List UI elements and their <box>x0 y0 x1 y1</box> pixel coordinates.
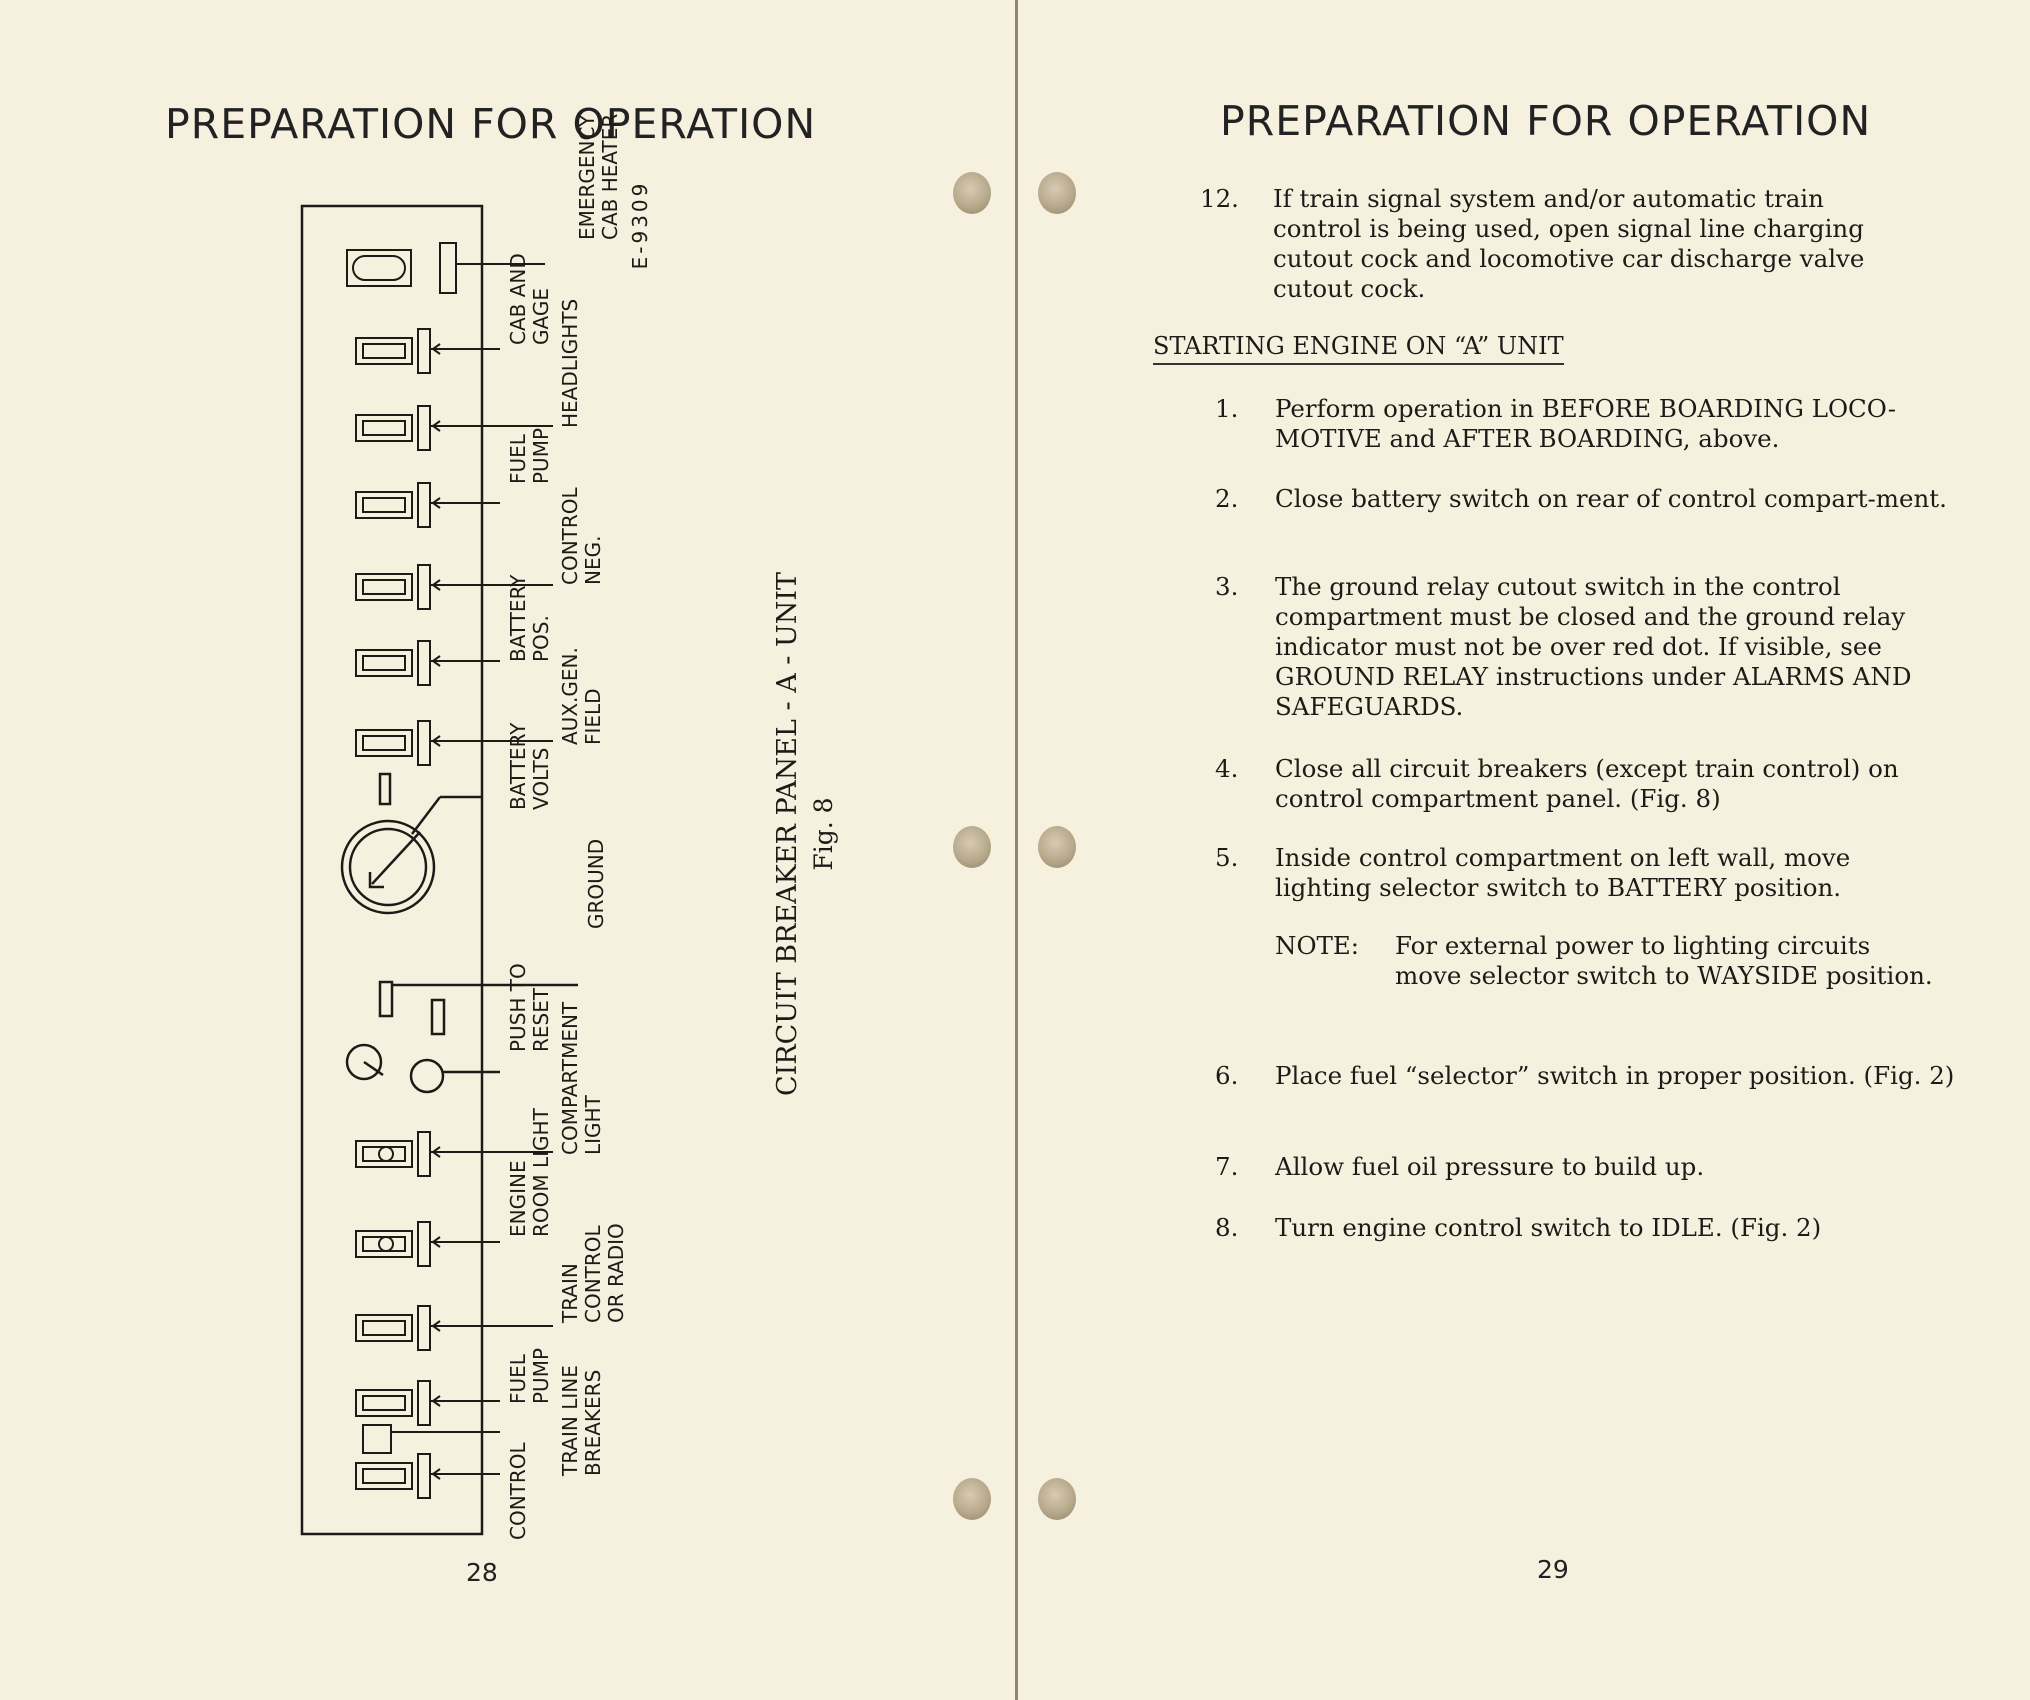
panel-label-headlights: HEADLIGHTS <box>558 298 582 428</box>
panel-label-control-neg: NEG. <box>581 535 605 585</box>
panel-label-battery-volts: BATTERY <box>506 722 530 810</box>
panel-label-aux-gen-field: FIELD <box>581 688 605 745</box>
panel-label-engine-room-light: ROOM LIGHT <box>529 1108 553 1237</box>
step-number: 5. <box>1215 843 1239 872</box>
panel-label-emergency-cab-heater: CAB HEATER <box>598 113 622 240</box>
step-number: 12. <box>1200 184 1239 213</box>
panel-label-fuel-pump-2: FUEL <box>506 1354 530 1404</box>
binder-hole <box>953 172 991 214</box>
note-text: For external power to lighting circuits move selector switch to WAYSIDE position. <box>1395 931 1933 990</box>
train-line-breakers-switch <box>363 1425 500 1453</box>
step-text: Close battery switch on rear of control compart-ment. <box>1275 484 1947 513</box>
section-heading: STARTING ENGINE ON “A” UNIT <box>1153 332 1564 365</box>
panel-label-control-neg: CONTROL <box>558 487 582 585</box>
panel-label-compartment-light: COMPARTMENT <box>558 1001 582 1155</box>
note-label: NOTE: <box>1275 931 1360 960</box>
breaker-fuel-pump <box>356 483 500 527</box>
step-text: The ground relay cutout switch in the control compartment must be closed and the ground relay indicator must not be over red dot. If visible, see GROUND RELAY instructions under ALARMS AND SAFEGUARDS. <box>1275 572 1912 721</box>
step-number: 2. <box>1215 484 1239 513</box>
page-number-right: 29 <box>1537 1555 1569 1584</box>
breaker-control <box>356 1454 500 1498</box>
panel-label-emergency-cab-heater: EMERGENCY <box>575 114 599 240</box>
step-text: Perform operation in BEFORE BOARDING LOCO-MOTIVE and AFTER BOARDING, above. <box>1275 394 1897 453</box>
panel-label-fuel-pump-1: PUMP <box>529 427 553 484</box>
panel-label-train-line-breakers: BREAKERS <box>581 1369 605 1476</box>
binder-hole <box>1038 1478 1076 1520</box>
panel-label-push-to-reset: PUSH TO <box>506 963 530 1052</box>
panel-label-control: CONTROL <box>506 1442 530 1540</box>
right-page-heading: PREPARATION FOR OPERATION <box>1220 97 1872 145</box>
push-to-reset-button <box>411 1060 500 1092</box>
step-number: 1. <box>1215 394 1239 423</box>
battery-voltmeter <box>342 774 482 913</box>
step-number: 6. <box>1215 1061 1239 1090</box>
panel-label-ground: GROUND <box>584 838 608 929</box>
panel-label-battery-pos: POS. <box>529 615 553 662</box>
panel-label-compartment-light: LIGHT <box>581 1095 605 1155</box>
drawing-number: E-9309 <box>628 180 652 270</box>
breaker-cab-and-gage <box>356 329 500 373</box>
breaker-battery-pos <box>356 641 500 685</box>
step-number: 8. <box>1215 1213 1239 1242</box>
binder-hole <box>953 826 991 868</box>
step-number: 4. <box>1215 754 1239 783</box>
breaker-fuel-pump-2 <box>356 1381 500 1425</box>
breaker-engine-room-light <box>356 1222 500 1266</box>
figure-caption: CIRCUIT BREAKER PANEL - A - UNIT <box>772 571 803 1097</box>
step-text: Place fuel “selector” switch in proper position. (Fig. 2) <box>1275 1061 1955 1090</box>
step-text: Close all circuit breakers (except train control) on control compartment panel. (Fig. 8) <box>1275 754 1899 813</box>
step-number: 7. <box>1215 1152 1239 1181</box>
panel-label-cab-and-gage: CAB AND <box>506 253 530 345</box>
step-text: Allow fuel oil pressure to build up. <box>1275 1152 1705 1181</box>
panel-label-engine-room-light: ENGINE <box>506 1160 530 1237</box>
binder-hole <box>953 1478 991 1520</box>
figure-number: Fig. 8 <box>809 797 838 871</box>
panel-label-push-to-reset: RESET <box>529 987 553 1052</box>
breaker-train-control-or-radio <box>356 1306 553 1350</box>
step-number: 3. <box>1215 572 1239 601</box>
step-text: If train signal system and/or automatic train control is being used, open signal line charging cutout cock and locomotive car discharge valve cutout cock. <box>1273 184 1865 303</box>
binder-hole <box>1038 172 1076 214</box>
panel-label-cab-and-gage: GAGE <box>529 288 553 345</box>
panel-label-aux-gen-field: AUX.GEN. <box>558 647 582 745</box>
panel-label-battery-pos: BATTERY <box>506 574 530 662</box>
step-text: Turn engine control switch to IDLE. (Fig. 2) <box>1275 1213 1822 1242</box>
step-text: Inside control compartment on left wall, move lighting selector switch to BATTERY position. <box>1275 843 1851 902</box>
panel-label-fuel-pump-1: FUEL <box>506 434 530 484</box>
binder-hole <box>1038 826 1076 868</box>
panel-label-train-control-or-radio: OR RADIO <box>604 1223 628 1323</box>
panel-label-fuel-pump-2: PUMP <box>529 1347 553 1404</box>
page-number-left: 28 <box>466 1558 498 1587</box>
panel-label-train-control-or-radio: CONTROL <box>581 1225 605 1323</box>
left-page-heading: PREPARATION FOR OPERATION <box>165 100 817 148</box>
panel-label-train-line-breakers: TRAIN LINE <box>558 1365 582 1476</box>
panel-label-train-control-or-radio: TRAIN <box>558 1263 582 1323</box>
panel-label-battery-volts: VOLTS <box>529 747 553 810</box>
